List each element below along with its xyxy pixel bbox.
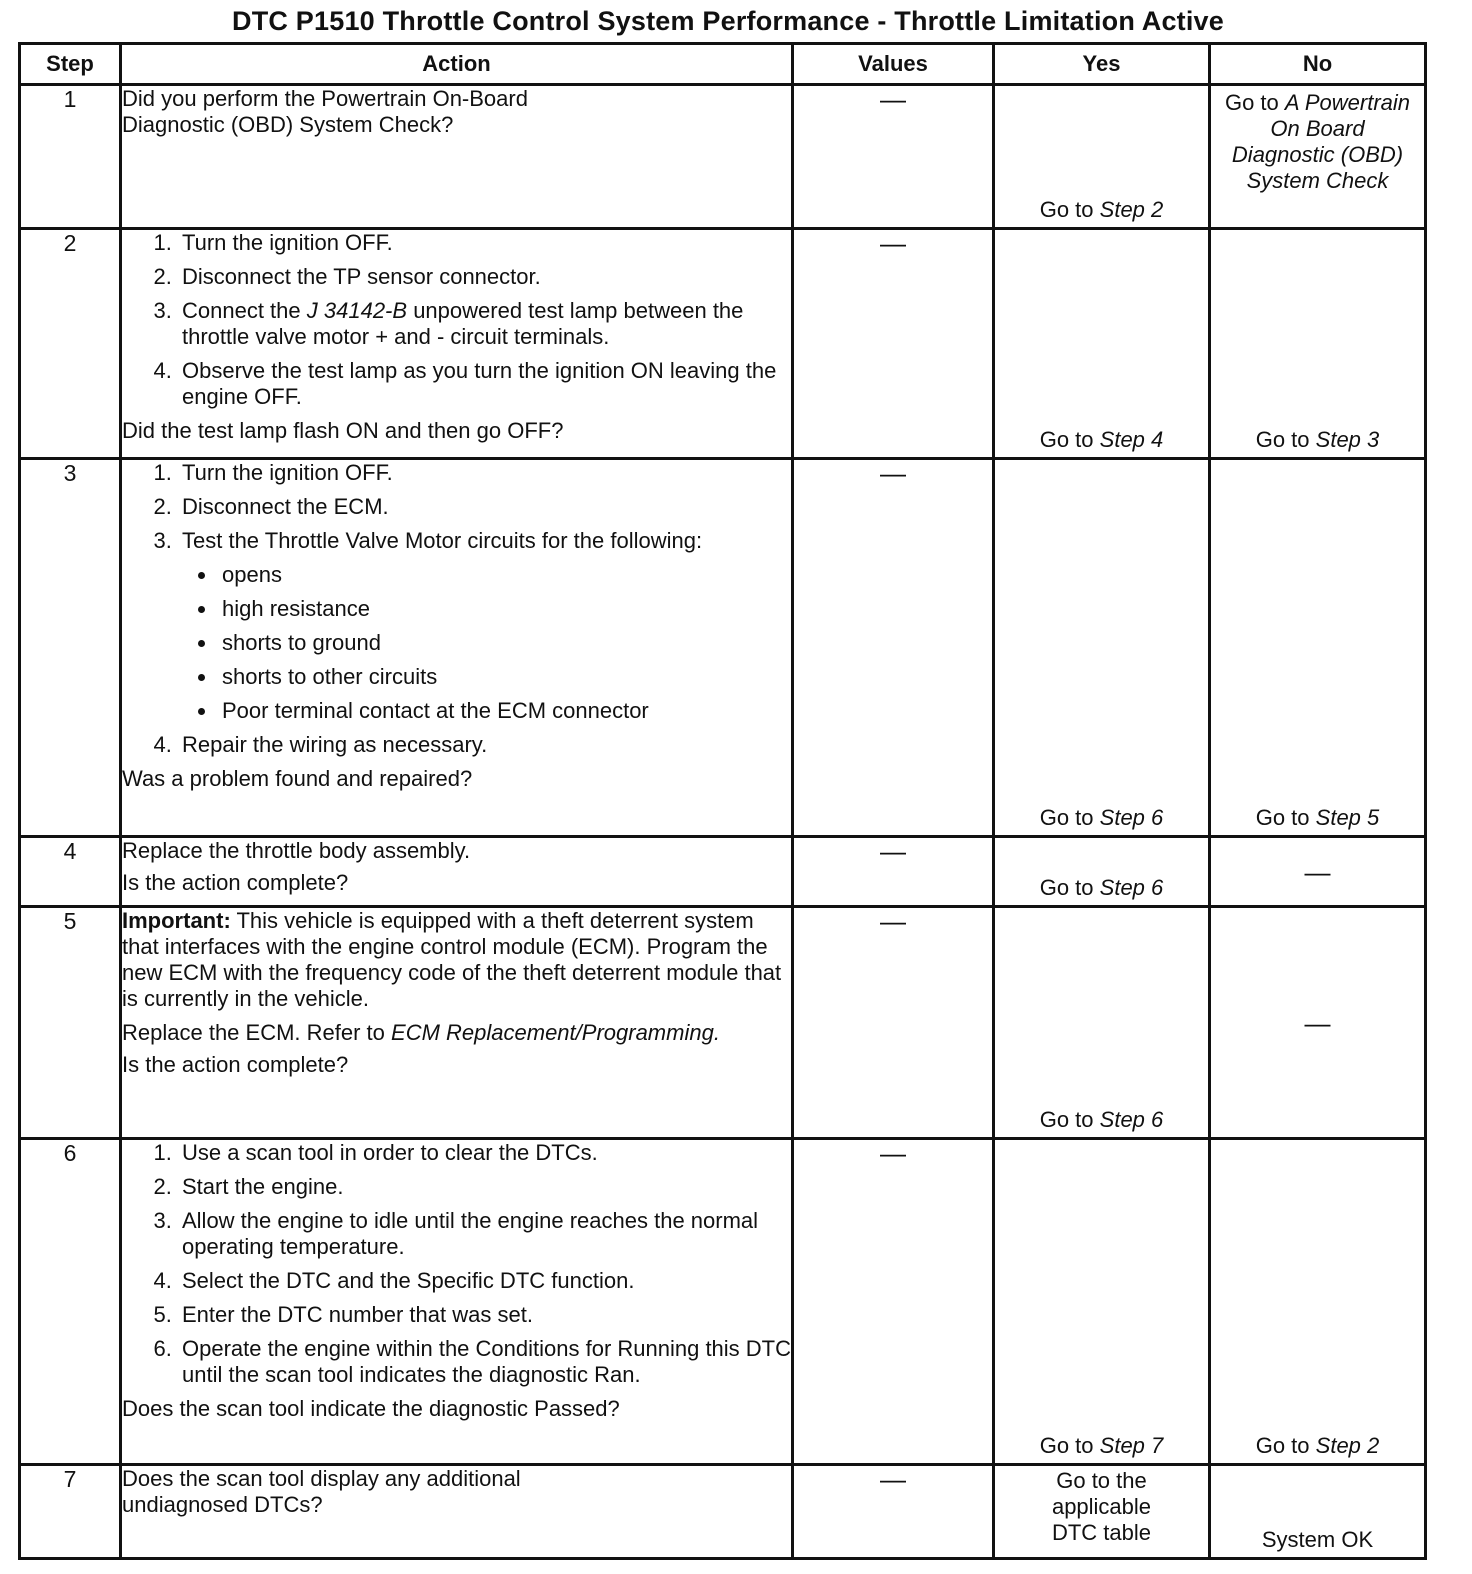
values-cell: — xyxy=(793,229,994,459)
no-cell xyxy=(1210,837,1426,907)
procedure-item: 1. Use a scan tool in order to clear the DTCs. xyxy=(178,1140,791,1166)
step-number: 4 xyxy=(20,837,121,907)
yes-cell xyxy=(994,459,1210,837)
bullet-item: • opens xyxy=(218,562,791,588)
question-text: Is the action complete? xyxy=(122,870,349,895)
procedure-item: 2. Disconnect the ECM. xyxy=(178,494,791,520)
values-cell: — xyxy=(793,1465,994,1559)
procedure-item: 1. Turn the ignition OFF. xyxy=(178,460,791,486)
table-row xyxy=(20,229,1426,459)
step-number: 7 xyxy=(20,1465,121,1559)
table-row xyxy=(20,1465,1426,1559)
no-cell xyxy=(1210,1465,1426,1559)
values-cell: — xyxy=(793,1139,994,1465)
procedure-item: 5. Enter the DTC number that was set. xyxy=(178,1302,791,1328)
question-text: Did you perform the Powertrain On-Board Diagnostic (OBD) System Check? xyxy=(122,86,528,137)
goto-label: Go to xyxy=(1255,1433,1310,1458)
goto-label: Go to xyxy=(1039,805,1094,830)
tool-reference: J 34142-B xyxy=(306,298,408,323)
action-cell xyxy=(121,85,793,229)
goto-label: Go to xyxy=(1039,875,1094,900)
question-text: Does the scan tool indicate the diagnostic Passed? xyxy=(122,1396,620,1421)
no-cell xyxy=(1210,85,1426,229)
step-link[interactable]: Step 6 xyxy=(1099,875,1164,900)
item-text: Test the Throttle Valve Motor circuits for the following: xyxy=(182,528,703,553)
procedure-item: 3. Allow the engine to idle until the engine reaches the normal operating temperature. xyxy=(178,1208,791,1260)
procedure-item: 6. Operate the engine within the Conditions for Running this DTC until the scan tool indicates the diagnostic Ran. xyxy=(178,1336,791,1388)
important-label: Important: xyxy=(122,908,231,933)
procedure-item: 2. Disconnect the TP sensor connector. xyxy=(178,264,791,290)
no-value: — xyxy=(1304,1007,1331,1038)
important-text: This vehicle is equipped with a theft deterrent system that interfaces with the engine control module (ECM). Program the new ECM with the frequency code of the theft deterrent module that is currently in the vehicle. xyxy=(122,908,782,1011)
goto-label: Go to xyxy=(1039,197,1094,222)
step-link[interactable]: Step 3 xyxy=(1315,427,1380,452)
header-row xyxy=(20,44,1426,85)
yes-cell xyxy=(994,85,1210,229)
step-link[interactable]: Step 6 xyxy=(1099,805,1164,830)
table-row xyxy=(20,1139,1426,1465)
procedure-item: 4. Repair the wiring as necessary. xyxy=(178,732,791,758)
important-note xyxy=(122,908,791,1012)
yes-cell xyxy=(994,837,1210,907)
action-cell xyxy=(121,837,793,907)
procedure-list xyxy=(122,230,791,410)
table-row xyxy=(20,907,1426,1139)
table-row xyxy=(20,837,1426,907)
question-text: Does the scan tool display any additional undiagnosed DTCs? xyxy=(122,1466,521,1517)
question-text: Did the test lamp flash ON and then go OFF? xyxy=(122,418,564,443)
goto-label: Go to xyxy=(1224,90,1279,115)
yes-cell xyxy=(994,229,1210,459)
step-link[interactable]: Step 2 xyxy=(1099,197,1164,222)
goto-label: Go to xyxy=(1255,427,1310,452)
system-ok-text: System OK xyxy=(1261,1527,1374,1552)
question-text: Was a problem found and repaired? xyxy=(122,766,473,791)
procedure-item xyxy=(178,528,791,724)
action-cell xyxy=(121,1139,793,1465)
action-cell xyxy=(121,229,793,459)
no-cell xyxy=(1210,907,1426,1139)
no-cell xyxy=(1210,1139,1426,1465)
step-link[interactable]: Step 6 xyxy=(1099,1107,1164,1132)
step-number: 5 xyxy=(20,907,121,1139)
goto-label: Go to xyxy=(1039,427,1094,452)
procedure-list xyxy=(122,460,791,758)
diagnostic-table xyxy=(18,42,1427,1560)
ecm-replacement-link[interactable]: ECM Replacement/Programming. xyxy=(391,1020,720,1045)
replace-instruction xyxy=(122,1020,791,1046)
procedure-item: 4. Observe the test lamp as you turn the ignition ON leaving the engine OFF. xyxy=(178,358,791,410)
no-cell xyxy=(1210,229,1426,459)
action-cell xyxy=(121,1465,793,1559)
procedure-item xyxy=(178,298,791,350)
document-title: DTC P1510 Throttle Control System Performance - Throttle Limitation Active xyxy=(232,6,1224,36)
obd-check-link[interactable]: A Powertrain On Board Diagnostic (OBD) System Check xyxy=(1231,90,1411,193)
no-value: — xyxy=(1304,856,1331,887)
step-link[interactable]: Step 7 xyxy=(1099,1433,1164,1458)
procedure-item: 4. Select the DTC and the Specific DTC function. xyxy=(178,1268,791,1294)
goto-label: Go to xyxy=(1255,805,1310,830)
table-row xyxy=(20,459,1426,837)
step-number: 3 xyxy=(20,459,121,837)
values-cell: — xyxy=(793,459,994,837)
action-cell xyxy=(121,459,793,837)
yes-cell xyxy=(994,1139,1210,1465)
values-cell: — xyxy=(793,85,994,229)
action-text: Replace the throttle body assembly. xyxy=(122,838,471,863)
procedure-item: 2. Start the engine. xyxy=(178,1174,791,1200)
dtc-table-link[interactable]: Go to the applicable DTC table xyxy=(1051,1468,1152,1545)
procedure-item: 1. Turn the ignition OFF. xyxy=(178,230,791,256)
header-values: Values xyxy=(793,44,994,85)
procedure-list xyxy=(122,1140,791,1388)
step-link[interactable]: Step 5 xyxy=(1315,805,1380,830)
replace-text: Replace the ECM. Refer to xyxy=(122,1020,385,1045)
header-yes: Yes xyxy=(994,44,1210,85)
item-text: unpowered test lamp between the throttle valve motor + and - circuit terminals. xyxy=(182,298,744,349)
header-step: Step xyxy=(20,44,121,85)
goto-label: Go to xyxy=(1039,1433,1094,1458)
step-link[interactable]: Step 4 xyxy=(1099,427,1164,452)
step-number: 1 xyxy=(20,85,121,229)
header-no: No xyxy=(1210,44,1426,85)
step-number: 2 xyxy=(20,229,121,459)
step-link[interactable]: Step 2 xyxy=(1315,1433,1380,1458)
action-cell xyxy=(121,907,793,1139)
no-cell xyxy=(1210,459,1426,837)
step-number: 6 xyxy=(20,1139,121,1465)
table-row xyxy=(20,85,1426,229)
bullet-item: • high resistance xyxy=(218,596,791,622)
yes-cell xyxy=(994,1465,1210,1559)
bullet-item: • shorts to ground xyxy=(218,630,791,656)
values-cell: — xyxy=(793,907,994,1139)
item-text: Connect the xyxy=(182,298,301,323)
question-text: Is the action complete? xyxy=(122,1052,349,1077)
goto-label: Go to xyxy=(1039,1107,1094,1132)
values-cell: — xyxy=(793,837,994,907)
header-action: Action xyxy=(121,44,793,85)
bullet-item: • shorts to other circuits xyxy=(218,664,791,690)
yes-cell xyxy=(994,907,1210,1139)
bullet-list xyxy=(182,562,791,724)
bullet-item: • Poor terminal contact at the ECM connector xyxy=(218,698,791,724)
